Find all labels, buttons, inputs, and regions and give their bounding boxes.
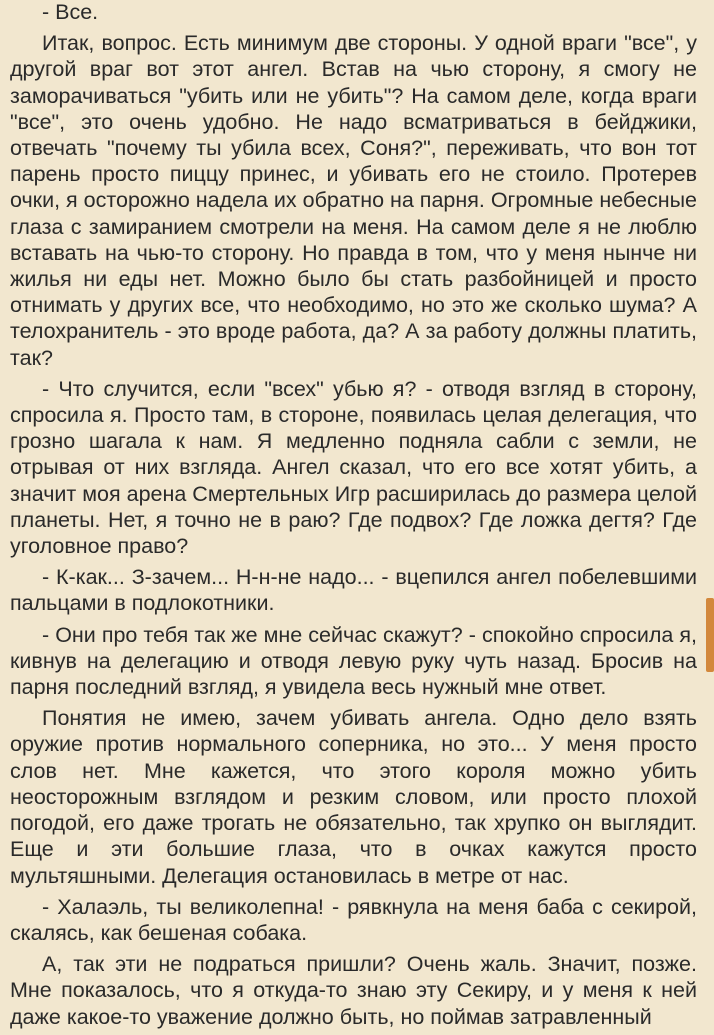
paragraph: Итак, вопрос. Есть минимум две стороны. У одной враги "все", у другой враг вот этот ангел. Встав на чью сторону, я смогу не заморачиваться "убить или не убить"? На самом деле, когда враги "все", это очень удобно. Не надо всматриваться в бейджики, отвечать "почему ты убила всех, Соня?", переживать, что вон тот парень просто пиццу принес, и убивать его не стоило. Протерев очки, я осторожно надела их обратно на парня. Огромные небесные глаза с замиранием смотрели на меня. На самом деле я не люблю вставать на чью-то сторону. Но правда в том, что у меня нынче ни жилья ни еды нет. Можно было бы стать разбойницей и просто отнимать у других все, что необходимо, но это же сколько шума? А телохранитель - это вроде работа, да? А за работу должны платить, так?	[10, 31, 697, 370]
text-body	[10, 0, 697, 1035]
paragraph: - Все.	[42, 0, 99, 24]
paragraph: - Они про тебя так же мне сейчас скажут? - спокойно спросила я, кивнув на делегацию и отводя левую руку чуть назад. Бросив на парня последний взгляд, я увидела весь нужный мне ответ.	[10, 622, 697, 700]
paragraph: - Халаэль, ты великолепна! - рявкнула на меня баба с секирой, скалясь, как бешеная собака.	[10, 894, 697, 945]
paragraph: - Что случится, если "всех" убью я? - отводя взгляд в сторону, спросила я. Просто там, в стороне, появилась целая делегация, что грозно шагала к нам. Я медленно подняла сабли с земли, не отрывая от них взгляда. Ангел сказал, что его все хотят убить, а значит моя арена Смертельных Игр расширилась до размера целой планеты. Нет, я точно не в раю? Где подвох? Где ложка дегтя? Где уголовное право?	[10, 376, 697, 559]
paragraph: Понятия не имею, зачем убивать ангела. Одно дело взять оружие против нормального соперника, но это... У меня просто слов нет. Мне кажется, что этого короля можно убить неосторожным взглядом и резким словом, или просто плохой погодой, его даже трогать не обязательно, так хрупко он выглядит. Еще и эти большие глаза, что в очках кажутся просто мультяшными. Делегация остановилась в метре от нас.	[10, 706, 697, 888]
paragraph: А, так эти не подраться пришли? Очень жаль. Значит, позже. Мне показалось, что я откуда-то знаю эту Секиру, и у меня к ней даже какое-то уважение должно быть, но поймав затравленный	[10, 952, 697, 1029]
scrollbar-thumb[interactable]	[706, 598, 714, 672]
paragraph: - К-как... З-зачем... Н-н-не надо... - вцепился ангел побелевшими пальцами в подлокотники.	[10, 565, 697, 616]
scrollbar-track[interactable]	[706, 0, 714, 1000]
